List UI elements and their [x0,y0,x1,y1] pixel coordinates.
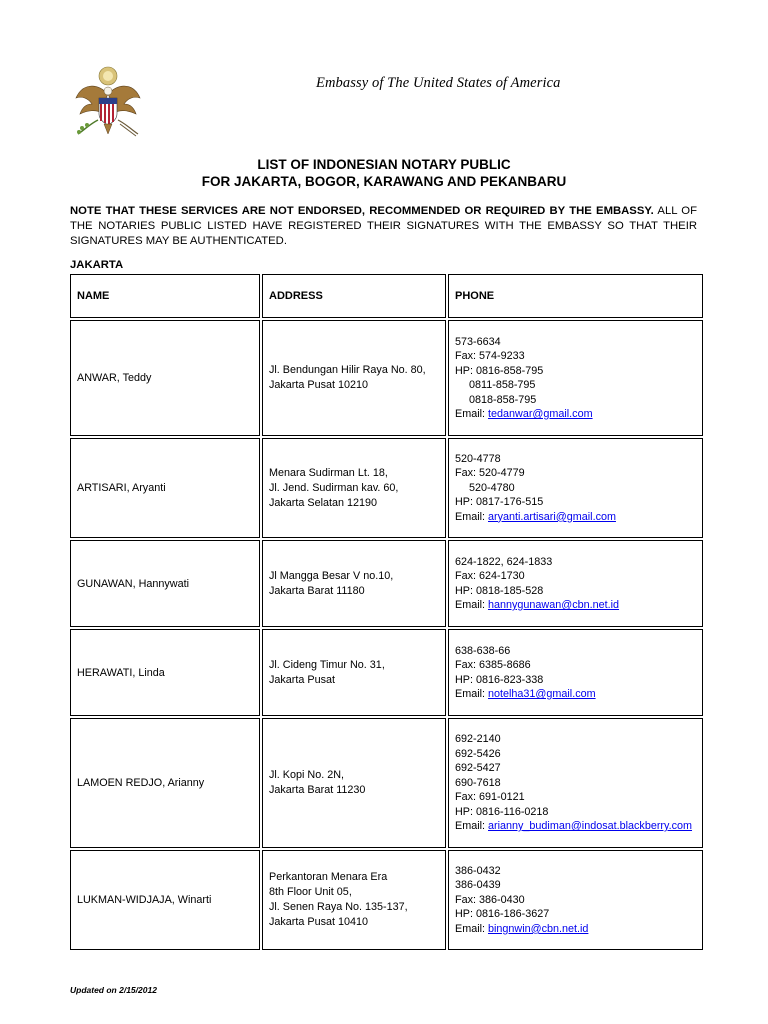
notary-address [262,629,446,716]
address-line: Jakarta Barat 11230 [269,784,366,796]
document-title: LIST OF INDONESIAN NOTARY PUBLIC [257,157,511,172]
notary-phone [448,320,703,436]
disclaimer-note [70,204,697,249]
notary-name: LAMOEN REDJO, Arianny [70,718,260,848]
section-heading: JAKARTA [70,259,124,271]
address-line: Perkantoran Menara Era [269,871,388,883]
phone-line: 638-638-66 [455,644,511,657]
embassy-seal-logo [68,64,148,140]
phone-line: 0818-858-795 [469,393,537,406]
phone-line: 624-1822, 624-1833 [455,555,553,568]
notary-name: ARTISARI, Aryanti [70,438,260,538]
email-label: Email: [455,688,488,700]
email-link[interactable]: arianny_budiman@indosat.blackberry.com [488,820,693,833]
phone-line: 520-4778 [455,452,501,465]
phone-line: 692-5426 [455,747,501,760]
email-label: Email: [455,820,488,833]
email-line [455,598,702,613]
disclaimer-bold: NOTE THAT THESE SERVICES ARE NOT ENDORSED, RECOMMENDED OR REQUIRED BY THE EMBASSY. [70,205,654,217]
email-line [455,922,702,937]
email-link[interactable]: hannygunawan@cbn.net.id [488,599,620,611]
notary-address [262,718,446,848]
phone-line: Fax: 691-0121 [455,791,525,804]
address-line: Jakarta Pusat [269,673,336,686]
phone-line: HP: 0818-185-528 [455,584,544,597]
phone-line: Fax: 574-9233 [455,350,525,362]
disclaimer-text: ALL OF THE NOTARIES PUBLIC LISTED HAVE REGISTERED THEIR SIGNATURES WITH THE EMBASSY SO THAT THEIR SIGNATURES MAY BE AUTHENTICATED. [70,205,697,247]
table-row [70,438,703,538]
notary-table [68,272,705,952]
notary-name: LUKMAN-WIDJAJA, Winarti [70,850,260,950]
email-line [455,407,702,422]
address-line: Menara Sudirman Lt. 18, [269,466,388,479]
notary-phone [448,718,703,848]
phone-line: HP: 0816-116-0218 [455,805,549,818]
phone-line: 0811-858-795 [469,379,536,391]
updated-date: Updated on 2/15/2012 [70,985,157,995]
address-line: Jl Mangga Besar V no.10, [269,569,394,582]
email-line [455,819,702,834]
phone-line: Fax: 6385-8686 [455,659,531,671]
phone-line: Fax: 624-1730 [455,570,525,582]
notary-address [262,438,446,538]
phone-line: Fax: 386-0430 [455,893,525,906]
address-line: Jakarta Barat 11180 [269,584,365,597]
email-label: Email: [455,510,488,523]
email-label: Email: [455,599,488,611]
address-line: Jakarta Pusat 10410 [269,916,369,928]
phone-line: 386-0432 [455,864,501,877]
notary-phone [448,629,703,716]
table-header-row [70,274,703,318]
column-header-address: ADDRESS [262,274,446,318]
phone-line: HP: 0817-176-515 [455,496,544,509]
column-header-phone: PHONE [448,274,703,318]
notary-name: ANWAR, Teddy [70,320,260,436]
address-line: 8th Floor Unit 05, [269,886,352,898]
notary-phone [448,850,703,950]
email-link[interactable]: tedanwar@gmail.com [488,408,593,420]
address-line: Jl. Kopi No. 2N, [269,769,345,781]
phone-line: 573-6634 [455,335,501,348]
phone-line: HP: 0816-186-3627 [455,908,550,921]
phone-line: 386-0439 [455,879,501,892]
notary-phone [448,438,703,538]
phone-line: HP: 0816-858-795 [455,364,544,377]
email-line [455,510,702,525]
phone-line: 692-2140 [455,733,501,746]
column-header-name: NAME [70,274,260,318]
email-link[interactable]: bingnwin@cbn.net.id [488,922,589,935]
notary-address [262,320,446,436]
table-row [70,540,703,627]
email-link[interactable]: aryanti.artisari@gmail.com [488,510,616,523]
phone-line: 692-5427 [455,762,501,775]
address-line: Jakarta Pusat 10210 [269,379,369,391]
notary-name: HERAWATI, Linda [70,629,260,716]
phone-line: HP: 0816-823-338 [455,673,544,686]
notary-address [262,540,446,627]
embassy-name: Embassy of The United States of America [316,75,561,91]
phone-line: Fax: 520-4779 [455,467,525,480]
address-line: Jl. Jend. Sudirman kav. 60, [269,481,399,494]
table-row [70,629,703,716]
address-line: Jl. Cideng Timur No. 31, [269,658,385,671]
table-row [70,850,703,950]
table-row [70,320,703,436]
phone-line: 520-4780 [469,481,515,494]
email-link[interactable]: notelha31@gmail.com [488,688,596,700]
address-line: Jl. Senen Raya No. 135-137, [269,901,408,913]
email-label: Email: [455,922,488,935]
address-line: Jakarta Selatan 12190 [269,496,378,509]
address-line: Jl. Bendungan Hilir Raya No. 80, [269,364,426,376]
notary-phone [448,540,703,627]
email-line [455,687,702,702]
notary-name: GUNAWAN, Hannywati [70,540,260,627]
table-row [70,718,703,848]
document-subtitle: FOR JAKARTA, BOGOR, KARAWANG AND PEKANBARU [201,174,567,189]
notary-address [262,850,446,950]
email-label: Email: [455,408,488,420]
phone-line: 690-7618 [455,776,501,789]
